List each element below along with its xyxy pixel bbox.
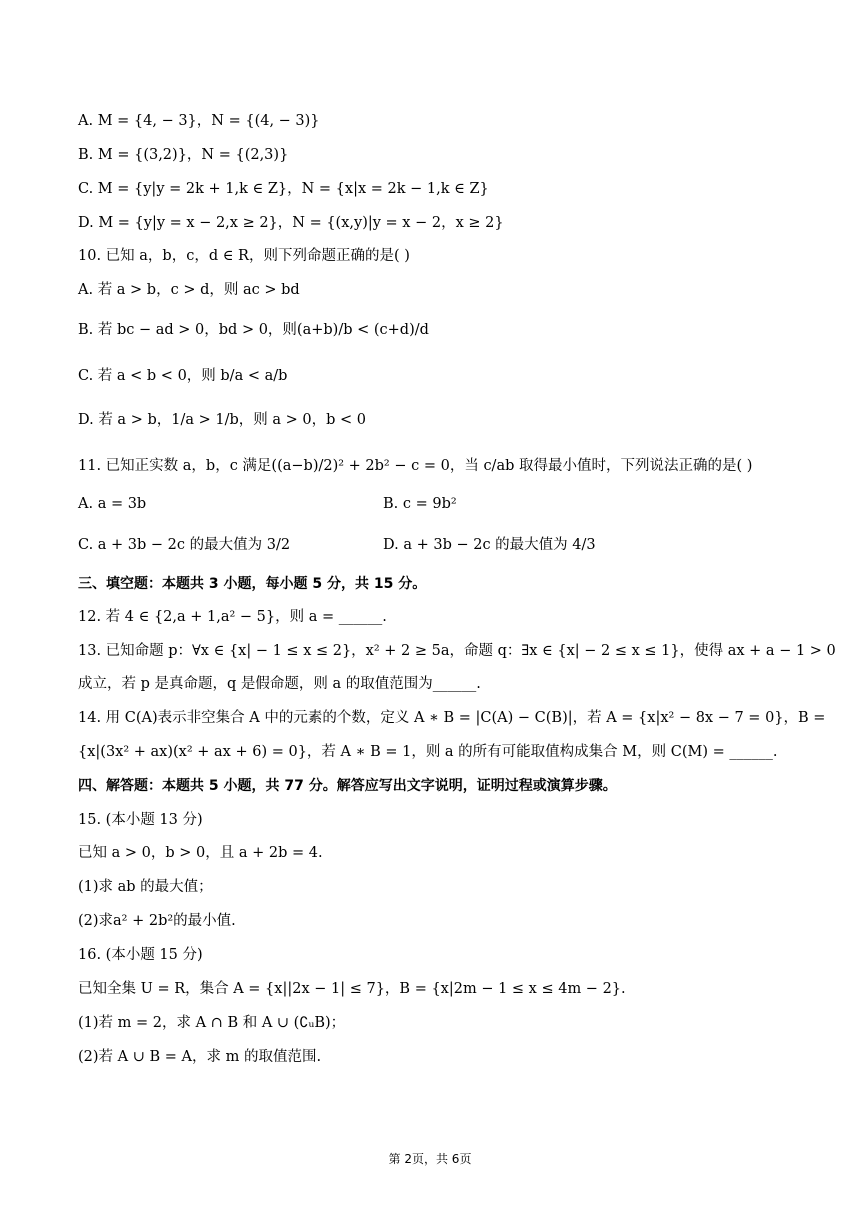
- q14-stem-line2: {x|(3x² + ax)(x² + ax + 6) = 0}，若 A ∗ B = 1，则 a 的所有可能取值构成集合 M，则 C(M) = ______.: [78, 744, 778, 760]
- q9-option-b: B. M = {(3,2)}，N = {(2,3)}: [78, 147, 289, 163]
- q16-stem: 已知全集 U = R，集合 A = {x||2x − 1| ≤ 7}，B = {x|2m − 1 ≤ x ≤ 4m − 2}.: [78, 981, 626, 997]
- q15-part1: (1)求 ab 的最大值；: [78, 879, 213, 895]
- q10-option-d: D. 若 a > b，1/a > 1/b，则 a > 0，b < 0: [78, 412, 366, 428]
- q9-option-d: D. M = {y|y = x − 2,x ≥ 2}，N = {(x,y)|y = x − 2，x ≥ 2}: [78, 215, 504, 231]
- q16-part2: (2)若 A ∪ B = A，求 m 的取值范围.: [78, 1049, 322, 1065]
- q9-option-a: A. M = {4, − 3}，N = {(4, − 3)}: [78, 113, 320, 129]
- q10-option-a: A. 若 a > b，c > d，则 ac > bd: [78, 282, 300, 298]
- q16-part1: (1)若 m = 2，求 A ∩ B 和 A ∪ (∁ᵤB)；: [78, 1015, 346, 1031]
- q11-option-d: D. a + 3b − 2c 的最大值为 4/3: [383, 537, 596, 553]
- section-four-heading: 四、解答题：本题共 5 小题，共 77 分。解答应写出文字说明，证明过程或演算步骤。: [78, 778, 617, 794]
- q11-option-a: A. a = 3b: [78, 496, 147, 512]
- q13-stem-line1: 13. 已知命题 p：∀x ∈ {x| − 1 ≤ x ≤ 2}，x² + 2 ≥ 5a，命题 q：∃x ∈ {x| − 2 ≤ x ≤ 1}，使得 ax + a − 1 > 0: [78, 643, 836, 659]
- q11-option-b: B. c = 9b²: [383, 496, 457, 512]
- q13-stem-line2: 成立，若 p 是真命题，q 是假命题，则 a 的取值范围为______.: [78, 676, 481, 692]
- q12-stem: 12. 若 4 ∈ {2,a + 1,a² − 5}，则 a = ______.: [78, 609, 387, 625]
- q14-stem-line1: 14. 用 C(A)表示非空集合 A 中的元素的个数，定义 A ∗ B = |C(A) − C(B)|，若 A = {x|x² − 8x − 7 = 0}，B =: [78, 710, 826, 726]
- q11-option-c: C. a + 3b − 2c 的最大值为 3/2: [78, 537, 291, 553]
- q15-stem: 已知 a > 0，b > 0，且 a + 2b = 4.: [78, 845, 323, 861]
- q9-option-c: C. M = {y|y = 2k + 1,k ∈ Z}，N = {x|x = 2k − 1,k ∈ Z}: [78, 181, 489, 197]
- q16-heading: 16. (本小题 15 分): [78, 947, 203, 963]
- q10-stem: 10. 已知 a，b，c，d ∈ R，则下列命题正确的是( ): [78, 248, 410, 264]
- q10-option-b: B. 若 bc − ad > 0，bd > 0，则(a+b)/b < (c+d)/d: [78, 322, 429, 338]
- q10-option-c: C. 若 a < b < 0，则 b/a < a/b: [78, 368, 288, 384]
- page-footer: 第 2页，共 6页: [388, 1152, 472, 1166]
- q15-part2: (2)求a² + 2b²的最小值.: [78, 913, 236, 929]
- q11-stem: 11. 已知正实数 a，b，c 满足((a−b)/2)² + 2b² − c = 0，当 c/ab 取得最小值时，下列说法正确的是( ): [78, 458, 753, 474]
- q15-heading: 15. (本小题 13 分): [78, 812, 203, 828]
- section-three-heading: 三、填空题：本题共 3 小题，每小题 5 分，共 15 分。: [78, 576, 427, 592]
